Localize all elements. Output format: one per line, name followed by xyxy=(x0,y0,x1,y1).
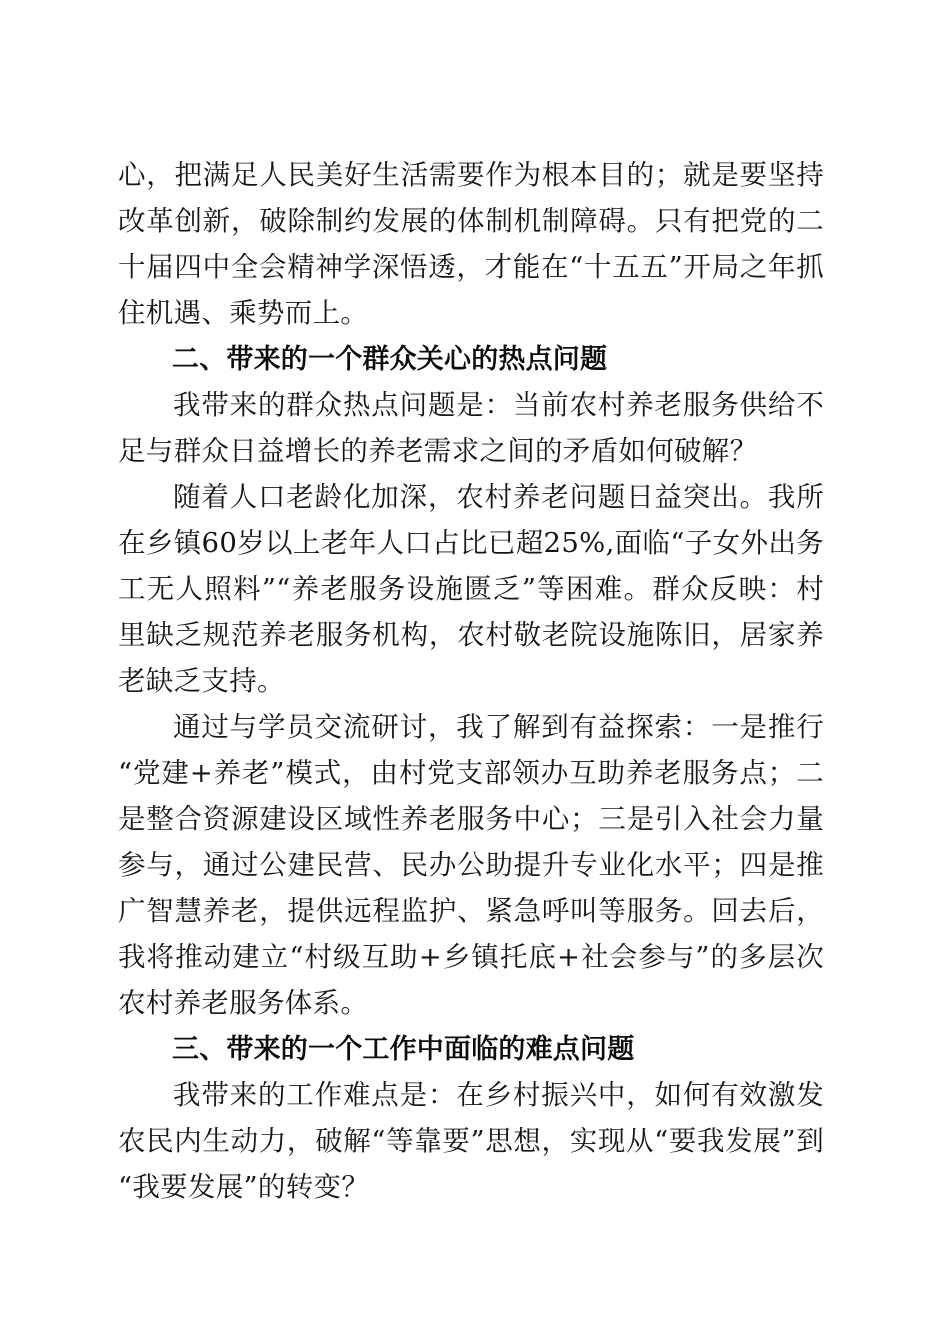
paragraph-explorations-and-plan: 通过与学员交流研讨，我了解到有益探索：一是推行“党建+养老”模式，由村党支部领办互助养老服务点；二是整合资源建设区域性养老服务中心；三是引入社会力量参与，通过公建民营、民办公助提升专业化水平；四是推广智慧养老，提供远程监护、紧急呼叫等服务。回去后，我将推动建立“村级互助+乡镇托底+社会参与”的多层次农村养老服务体系。 xyxy=(118,711,824,1019)
paragraph-continued-from-previous-page: 心，把满足人民美好生活需要作为根本目的；就是要坚持改革创新，破除制约发展的体制机制障碍。只有把党的二十届四中全会精神学深悟透，才能在“十五五”开局之年抓住机遇、乘势而上。 xyxy=(118,159,824,329)
document-text-column xyxy=(118,152,824,1210)
paragraph-work-difficulty-question: 我带来的工作难点是：在乡村振兴中，如何有效激发农民内生动力，破解“等靠要”思想，实现从“要我发展”到“我要发展”的转变？ xyxy=(118,1079,824,1203)
section-heading-two: 二、带来的一个群众关心的热点问题 xyxy=(172,344,608,374)
section-heading-three: 三、带来的一个工作中面临的难点问题 xyxy=(172,1034,635,1064)
paragraph-hot-issue-question: 我带来的群众热点问题是：当前农村养老服务供给不足与群众日益增长的养老需求之间的矛盾如何破解？ xyxy=(118,389,824,467)
paragraph-aging-situation: 随着人口老龄化加深，农村养老问题日益突出。我所在乡镇60岁以上老年人口占比已超25%,面临“子女外出务工无人照料”“养老服务设施匮乏”等困难。群众反映：村里缺乏规范养老服务机构，农村敬老院设施陈旧，居家养老缺乏支持。 xyxy=(118,481,824,697)
